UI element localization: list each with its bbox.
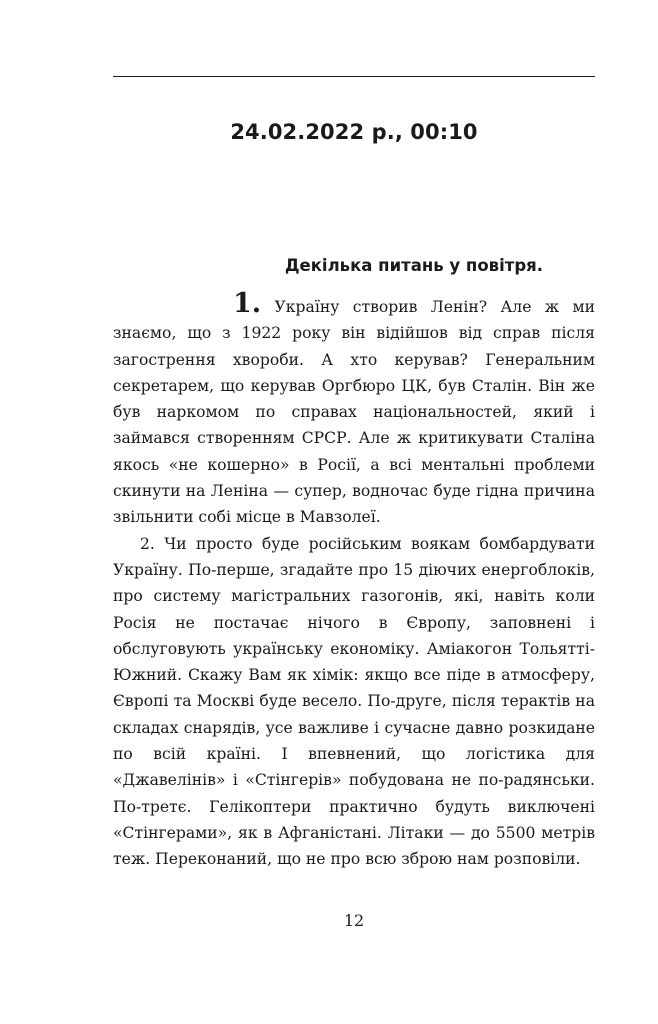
section-heading: Декілька питань у повітря. — [284, 256, 543, 275]
body-text — [113, 288, 595, 873]
paragraph-number: 1. — [233, 288, 262, 319]
page-number: 12 — [343, 911, 365, 930]
entry-date-heading: 24.02.2022 р., 00:10 — [230, 120, 478, 144]
paragraph-2: 2. Чи просто буде російським воякам бомбардувати Україну. По-перше, згадайте про 15 діючих енергоблоків, про систему магістральних газогонів, які, навіть коли Росія не постачає нічого в Європу, заповнені і обслуговують українську економіку. Аміакогон Тольятті-Южний. Скажу Вам як хімік: якщо все піде в атмосферу, Європі та Москві буде весело. По-друге, після терактів на складах снарядів, усе важливе і сучасне давно розкидане по всій країні. І впевнений, що логістика для «Джавелінів» і «Стінгерів» побудована не по-радянськи. По-третє. Гелікоптери практично будуть виключені «Стінгерами», як в Афганістані. Літаки — до 5500 метрів теж. Переконаний, що не про всю зброю нам розповіли. — [113, 534, 595, 869]
paragraph-1 — [113, 288, 595, 531]
paragraph-1-text: Україну створив Ленін? Але ж ми знаємо, що з 1922 року він відійшов від справ після загострення хвороби. А хто керував? Генеральним секретарем, що керував Оргбюро ЦК, був Сталін. Він же був наркомом по справах національностей, який і займався створенням СРСР. Але ж критикувати Сталіна якось «не кошерно» в Росії, а всі ментальні проблеми скинути на Леніна — супер, водночас буде гідна причина звільнити собі місце в Мавзолеї. — [113, 298, 595, 527]
top-rule — [113, 76, 595, 77]
